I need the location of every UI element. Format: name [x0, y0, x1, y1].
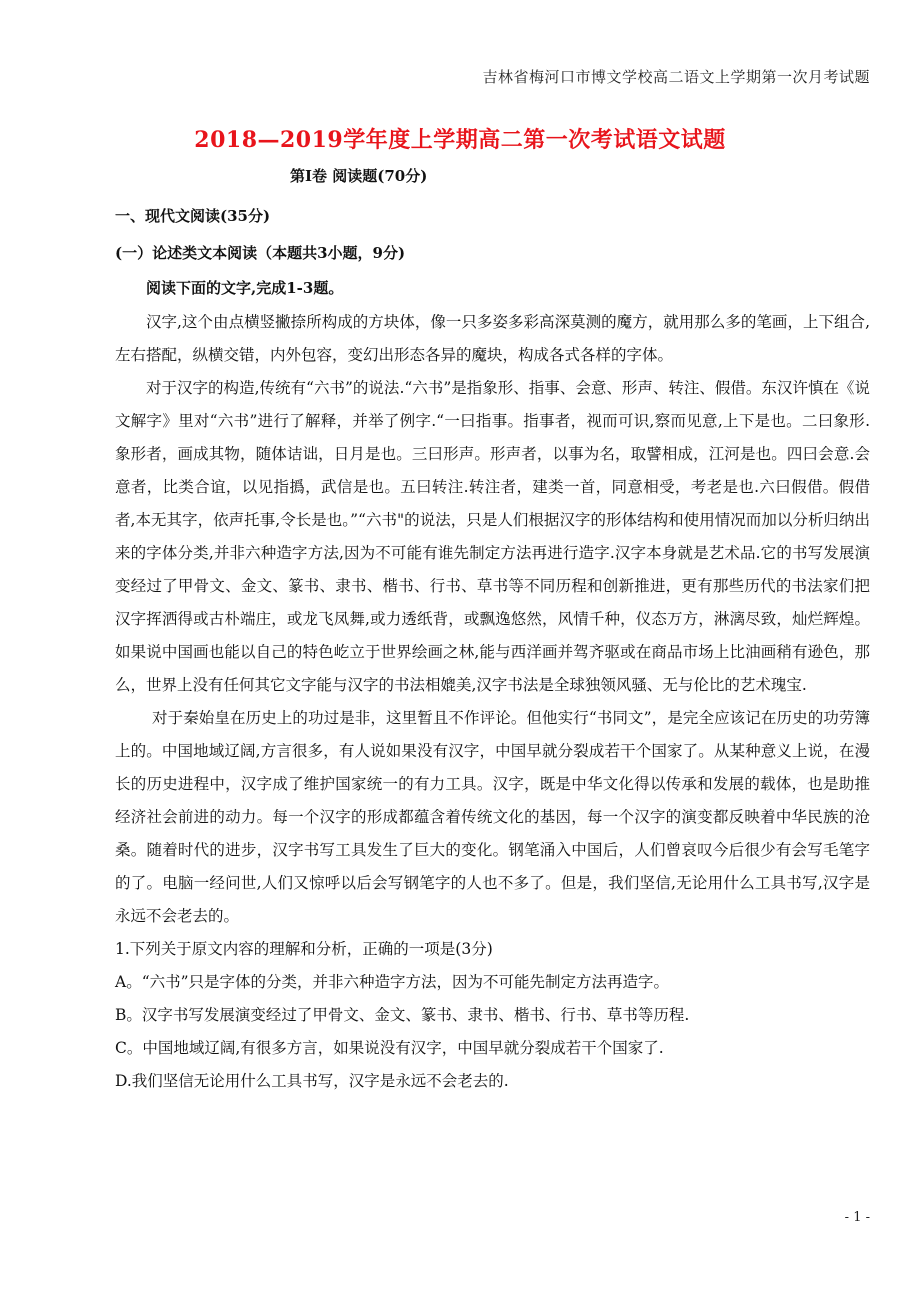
- subsection-heading: (一）论述类文本阅读（本题共3小题，9分): [115, 244, 406, 262]
- volume-title: 第Ⅰ卷 阅读题(70分): [290, 167, 428, 185]
- exam-title: 2018—2019学年度上学期高二第一次考试语文试题: [194, 127, 726, 153]
- header-note: 吉林省梅河口市博文学校高二语文上学期第一次月考试题: [482, 68, 870, 86]
- answer-option-a: A。“六书”只是字体的分类，并非六种造字方法，因为不可能先制定方法再造字。: [115, 973, 670, 991]
- page-number: - 1 -: [844, 1210, 870, 1225]
- passage-paragraph: 汉字,这个由点横竖撇捺所构成的方块体，像一只多姿多彩高深莫测的魔方，就用那么多的笔画，上下组合,左右搭配，纵横交错，内外包容，变幻出形态各异的魔块，构成各式各样的字体。: [115, 313, 870, 364]
- passage-body: [115, 306, 870, 1098]
- passage-paragraph: 对于汉字的构造,传统有“六书”的说法.“六书”是指象形、指事、会意、形声、转注、假借。东汉许慎在《说文解字》里对“六书”进行了解释，并举了例字.“一曰指事。指事者，视而可识,察而见意,上下是也。二曰象形.象形者，画成其物，随体诘诎，日月是也。三曰形声。形声者，以事为名，取譬相成，江河是也。四曰会意.会意者，比类合谊，以见指撝，武信是也。五曰转注.转注者，建类一首，同意相受，考老是也.六曰假借。假借者,本无其字，依声托事,令长是也。”“六书"的说法，只是人们根据汉字的形体结构和使用情况而加以分析归纳出来的字体分类,并非六种造字方法,因为不可能有谁先制定方法再进行造字.汉字本身就是艺术品.它的书写发展演变经过了甲骨文、金文、篆书、隶书、楷书、行书、草书等不同历程和创新推进，更有那些历代的书法家们把汉字挥洒得或古朴端庄，或龙飞凤舞,或力透纸背，或飘逸悠然，风情千种，仪态万方，淋漓尽致，灿烂辉煌。如果说中国画也能以自己的特色屹立于世界绘画之林,能与西洋画并驾齐驱或在商品市场上比油画稍有逊色，那么，世界上没有任何其它文字能与汉字的书法相媲美,汉字书法是全球独领风骚、无与伦比的艺术瑰宝.: [115, 379, 870, 694]
- reading-instruction: 阅读下面的文字,完成1-3题。: [146, 279, 344, 297]
- passage-paragraph: 对于秦始皇在历史上的功过是非，这里暂且不作评论。但他实行“书同文”，是完全应该记在历史的功劳簿上的。中国地域辽阔,方言很多，有人说如果没有汉字，中国早就分裂成若干个国家了。从某种意义上说，在漫长的历史进程中，汉字成了维护国家统一的有力工具。汉字，既是中华文化得以传承和发展的载体，也是助推经济社会前进的动力。每一个汉字的形成都蕴含着传统文化的基因，每一个汉字的演变都反映着中华民族的沧桑。随着时代的进步，汉字书写工具发生了巨大的变化。钢笔涌入中国后，人们曾哀叹今后很少有会写毛笔字的了。电脑一经问世,人们又惊呼以后会写钢笔字的人也不多了。但是，我们坚信,无论用什么工具书写,汉字是永远不会老去的。: [115, 709, 870, 925]
- answer-option-c: C。中国地域辽阔,有很多方言，如果说没有汉字，中国早就分裂成若干个国家了.: [115, 1039, 664, 1057]
- answer-option-d: D.我们坚信无论用什么工具书写，汉字是永远不会老去的.: [115, 1072, 509, 1090]
- answer-option-b: B。汉字书写发展演变经过了甲骨文、金文、篆书、隶书、楷书、行书、草书等历程.: [115, 1006, 690, 1024]
- section-heading: 一、现代文阅读(35分): [115, 207, 271, 225]
- question-stem: 1.下列关于原文内容的理解和分析，正确的一项是(3分): [115, 940, 493, 958]
